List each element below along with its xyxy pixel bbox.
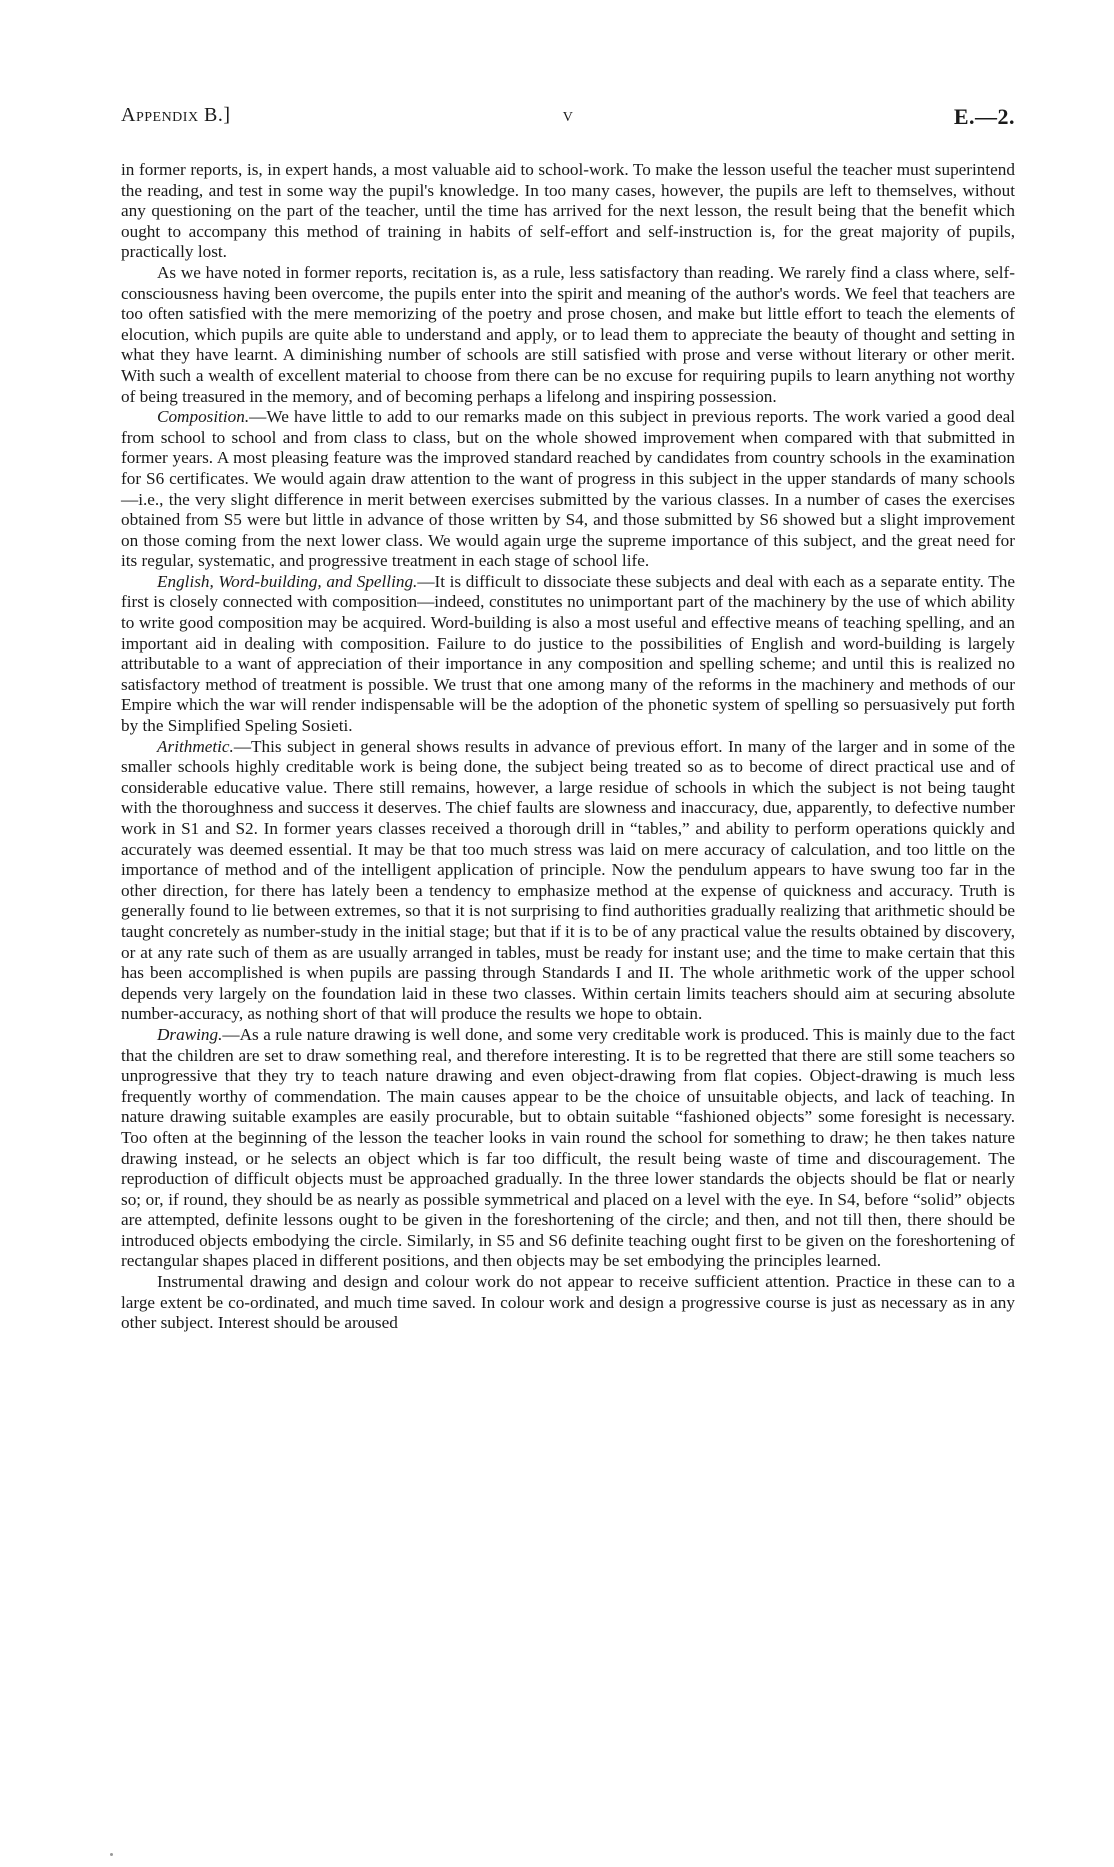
- header-appendix-label: Appendix B.]: [121, 104, 231, 126]
- header-page-number: v: [562, 104, 574, 126]
- paragraph-text: —As a rule nature drawing is well done, and some very creditable work is produced. This is mainly due to the fact that the children are set to draw something real, and therefore interesting. It is to be regretted that there are still some teachers so unprogressive that they try to teach nature drawing and even object-drawing from flat copies. Object-drawing is much less frequently worthy of commendation. The main causes appear to be the choice of unsuitable objects, and lack of teaching. In nature drawing suitable examples are easily procurable, but to obtain suitable “fashioned objects” some foresight is necessary. Too often at the beginning of the lesson the teacher looks in vain round the school for something to draw; he then takes nature drawing instead, or he selects an object which is far too difficult, the result being waste of time and discouragement. The reproduction of difficult objects must be approached gradually. In the three lower standards the objects should be flat or nearly so; or, if round, they should be as nearly as possible symmetrical and placed on a level with the eye. In S4, before “solid” objects are attempted, definite lessons ought to be given in the foreshortening of the circle; and then, and not till then, there should be introduced objects embodying the circle. Similarly, in S5 and S6 definite teaching ought first to be given on the foreshortening of rectangular shapes placed in different positions, and then objects may be set embodying the principles learned.: [121, 1024, 1015, 1271]
- header-document-code: E.—2.: [953, 104, 1015, 129]
- paragraph-composition: [121, 407, 1015, 572]
- paragraph-text: —We have little to add to our remarks made on this subject in previous reports. The work varied a good deal from school to school and from class to class, but on the whole showed improvement when compared with that submitted in former years. A most pleasing feature was the improved standard reached by candidates from country schools in the examination for S6 certificates. We would again draw attention to the want of progress in this subject in the upper standards of many schools—i.e., the very slight difference in merit between exercises submitted by the various classes. In a number of cases the exercises obtained from S5 were but little in advance of those written by S4, and those submitted by S6 showed but a slight improvement on those coming from the next lower class. We would again urge the supreme importance of this subject, and the great need for its regular, systematic, and progressive treatment in each stage of school life.: [121, 407, 1015, 571]
- paragraph-drawing: [121, 1025, 1015, 1272]
- scan-speck: [110, 1853, 113, 1856]
- paragraph-instrumental-drawing: [121, 1272, 1015, 1334]
- section-heading: Arithmetic.: [157, 736, 234, 756]
- paragraph-text: —It is difficult to dissociate these subjects and deal with each as a separate entity. The first is closely connected with composition—indeed, constitutes no unimportant part of the machinery by the use of which ability to write good composition may be acquired. Word-building is also a most useful and effective means of teaching spelling, and an important aid in dealing with composition. Failure to do justice to the possibilities of English and word-building is largely attributable to a want of appreciation of their importance in any composition and spelling scheme; and until this is realized no satisfactory method of treatment is possible. We trust that one among many of the reforms in the machinery and methods of our Empire which the war will render indispensable will be the adoption of the phonetic system of spelling so persuasively put forth by the Simplified Speling Sosieti.: [121, 571, 1016, 736]
- paragraph-recitation: [121, 263, 1015, 407]
- paragraph-reading: [121, 160, 1015, 263]
- paragraph-text: in former reports, is, in expert hands, a most valuable aid to school-work. To make the lesson useful the teacher must superintend the reading, and test in some way the pupil's knowledge. In too many cases, however, the pupils are left to themselves, without any questioning on the part of the teacher, until the time has arrived for the next lesson, the result being that the benefit which ought to accompany this method of training in habits of self-effort and self-instruction is, for the great majority of pupils, practically lost.: [121, 160, 1015, 262]
- paragraph-text: As we have noted in former reports, recitation is, as a rule, less satisfactory than reading. We rarely find a class where, self-consciousness having been overcome, the pupils enter into the spirit and meaning of the author's words. We feel that teachers are too often satisfied with the mere memorizing of the poetry and prose chosen, and make but little effort to teach the elements of elocution, which pupils are quite able to understand and apply, or to lead them to appreciate the beauty of thought and setting in what they have learnt. A diminishing number of schools are still satisfied with prose and verse without literary or other merit. With such a wealth of excellent material to choose from there can be no excuse for requiring pupils to learn anything not worthy of being treasured in the memory, and of becoming perhaps a lifelong and inspiring possession.: [121, 262, 1015, 406]
- page-header: [121, 104, 1015, 134]
- paragraph-arithmetic: [121, 737, 1015, 1025]
- paragraph-english-spelling: [121, 572, 1015, 737]
- paragraph-text: Instrumental drawing and design and colour work do not appear to receive sufficient attention. Practice in these can to a large extent be co-ordinated, and much time saved. In colour work and design a progressive course is just as necessary as in any other subject. Interest should be aroused: [121, 1272, 1015, 1333]
- section-heading: Composition.: [157, 407, 250, 427]
- section-heading: English, Word-building, and Spelling.: [157, 571, 418, 591]
- paragraph-text: —This subject in general shows results in advance of previous effort. In many of the larger and in some of the smaller schools highly creditable work is being done, the subject being treated so as to become of direct practical use and of considerable educative value. There still remains, however, a large residue of schools in which the subject is not being taught with the thoroughness and success it deserves. The chief faults are slowness and inaccuracy, due, apparently, to defective number work in S1 and S2. In former years classes received a thorough drill in “tables,” and ability to perform operations quickly and accurately was deemed essential. It may be that too much stress was laid on mere accuracy of calculation, and too little on the importance of method and of the intelligent application of principle. Now the pendulum appears to have swung too far in the other direction, for there has lately been a tendency to emphasize method at the expense of quickness and accuracy. Truth is generally found to lie between extremes, so that it is not surprising to find authorities gradually realizing that arithmetic should be taught concretely as number-study in the initial stage; but that if it is to be of any practical value the results obtained by discovery, or at any rate such of them as are usually arranged in tables, must be ready for instant use; and the time to make certain that this has been accomplished is when pupils are passing through Standards I and II. The whole arithmetic work of the upper school depends very largely on the foundation laid in these two classes. Within certain limits teachers should aim at securing absolute number-accuracy, as nothing short of that will produce the results we hope to obtain.: [121, 736, 1015, 1024]
- document-body: [121, 160, 1015, 1334]
- section-heading: Drawing.: [157, 1024, 223, 1044]
